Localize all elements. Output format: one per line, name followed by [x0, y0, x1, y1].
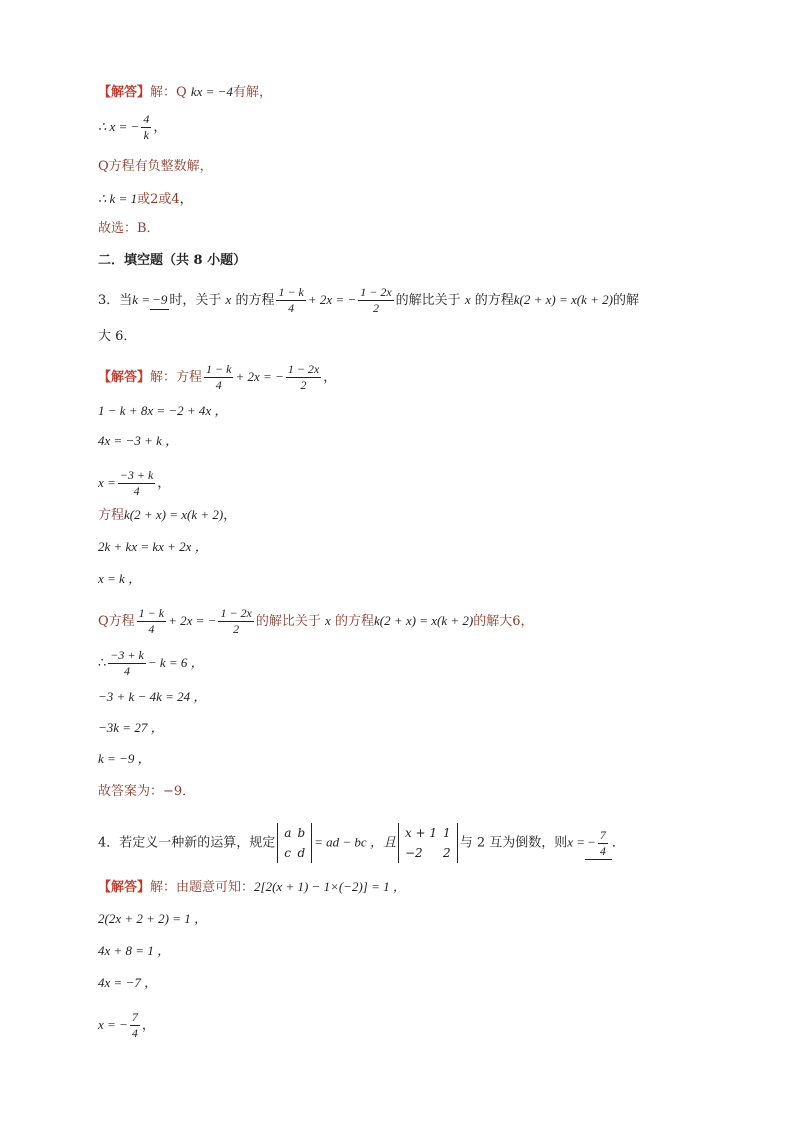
q3-question-cont: 大 6． [98, 329, 137, 344]
answer-tag: 【解答】 [98, 370, 151, 385]
q3-solution-line-12: k = −9 ， [98, 751, 151, 766]
answer-blank: − $\frac{7}{4}$ [585, 828, 612, 860]
q2-solution-line-4: ∴ k = 1或2或4， [98, 191, 193, 207]
q3-solution-line-6: 2k + kx = kx + 2x ， [98, 539, 208, 554]
answer-tag: 【解答】 [98, 880, 151, 895]
answer-blank: −9 [150, 291, 169, 310]
q3-solution-line-13: 故答案为：−9． [98, 784, 196, 799]
q4-solution-line-3: 4x + 8 = 1 ， [98, 943, 171, 958]
equation: kx = −4 [190, 84, 233, 99]
q3-solution-line-4: x = $\frac{-3 + k}{4}$ ， [98, 468, 171, 498]
equation: ∴ x = − [98, 119, 140, 134]
q4-solution-line-4: 4x = −7 ， [98, 975, 158, 990]
q3-solution-line-2: 1 − k + 8x = −2 + 4x ， [98, 403, 228, 418]
q3-question: 3．当k = −9 时，关于 x 的方程 $\frac{1 - k}{4}$ + 2x = − $\frac{1 - 2x}{2}$ 的解比关于 x 的方程k(2 + x) = x(k + 2)的解 [98, 285, 639, 315]
jie-label: 解： [150, 85, 177, 100]
determinant-expression: x + 1 1 −2 2 [398, 823, 458, 863]
because-symbol: Q [176, 85, 187, 100]
q2-solution-line-2: ∴ x = − $\frac{4}{k}$ ， [98, 112, 167, 142]
fraction: $\frac{-3 + k}{4}$ [119, 468, 154, 498]
fraction: $\frac{4}{k}$ [143, 112, 150, 142]
q4-question: 4．若定义一种新的运算，规定 a b c d = ad − bc ，且 x + 1 1 −2 2 与 2 互为倒数，则x = − $\frac{7}{4}$ ． [98, 823, 625, 863]
q3-solution-line-11: −3k = 27 ， [98, 720, 164, 735]
section-header: 二．填空题（共 8 小题） [98, 253, 247, 268]
answer-tag: 【解答】 [98, 85, 151, 100]
q4-solution-line-1: 【解答】解：由题意可知：2[2(x + 1) − 1×(−2)] = 1 ， [98, 879, 406, 895]
fraction: $\frac{1 - k}{4}$ [206, 362, 232, 392]
q3-solution-line-9: ∴ $\frac{-3 + k}{4}$ − k = 6 ， [98, 648, 204, 678]
q4-solution-line-5: x = − $\frac{7}{4}$ ， [98, 1010, 155, 1040]
text: 有解， [232, 85, 272, 100]
q3-solution-line-7: x = k ， [98, 571, 142, 586]
fraction: $\frac{-3 + k}{4}$ [110, 648, 144, 678]
fraction: $\frac{1 - k}{4}$ [278, 285, 304, 315]
q3-solution-line-5: 方程k(2 + x) = x(k + 2)， [98, 507, 237, 523]
fraction: $\frac{1 - 2x}{2}$ [220, 606, 252, 636]
fraction: $\frac{1 - k}{4}$ [138, 606, 165, 636]
q2-solution-line-3: Q方程有负整数解， [98, 159, 213, 174]
q3-solution-line-1: 【解答】解：方程 $\frac{1 - k}{4}$ + 2x = − $\frac{1 - 2x}{2}$ ， [98, 362, 337, 392]
fraction: $\frac{7}{4}$ [599, 828, 606, 859]
q3-solution-line-10: −3 + k − 4k = 24 ， [98, 689, 207, 704]
q3-solution-line-8: Q方程 $\frac{1 - k}{4}$ + 2x = − $\frac{1 - 2x}{2}$ 的解比关于 x 的方程k(2 + x) = x(k + 2)的解大6， [98, 606, 534, 636]
determinant-definition: a b c d [277, 823, 312, 863]
q3-solution-line-3: 4x = −3 + k ， [98, 433, 179, 448]
q4-solution-line-2: 2(2x + 2 + 2) = 1 ， [98, 911, 207, 926]
fraction: $\frac{7}{4}$ [131, 1010, 138, 1040]
q2-solution-line-5: 故选：B． [98, 221, 160, 236]
fraction: $\frac{1 - 2x}{2}$ [287, 362, 320, 392]
fraction: $\frac{1 - 2x}{2}$ [360, 285, 392, 315]
q2-solution-line-1 [98, 83, 272, 102]
